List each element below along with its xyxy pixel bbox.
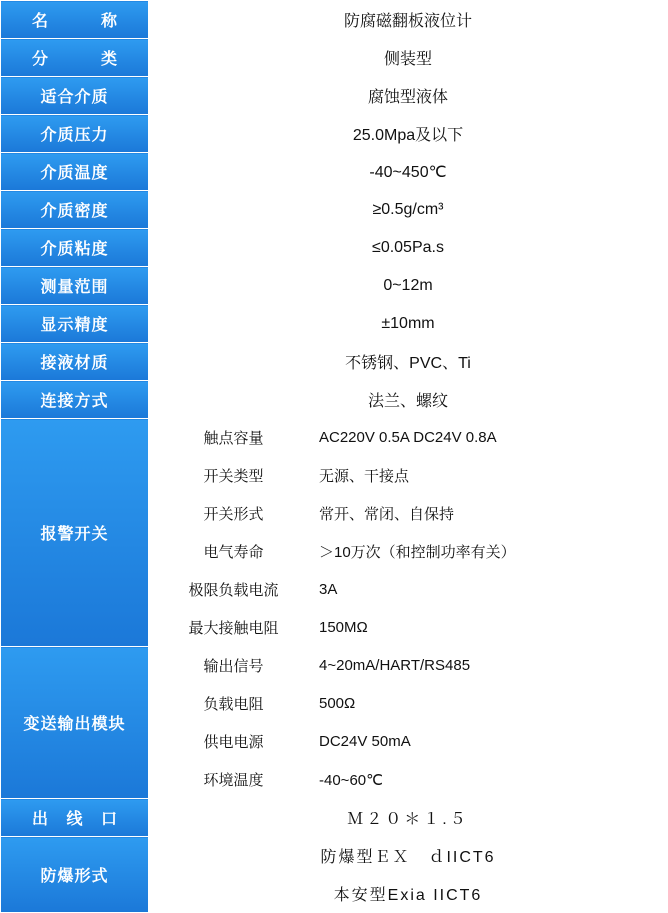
row-value-explosion-proof-2: 本安型Exia IICT6 (149, 875, 668, 913)
sub-value-electrical-life: ＞10万次（和控制功率有关） (319, 533, 668, 571)
group-label-explosion-proof: 防爆形式 (1, 837, 149, 913)
table-row (1, 343, 668, 381)
row-label-pressure: 介质压力 (1, 115, 149, 153)
row-value-wetted-material: 不锈钢、PVC、Ti (149, 343, 668, 381)
row-value-cable-outlet: Ｍ２０＊１.５ (149, 799, 668, 837)
sub-value-max-contact-resistance: 150MΩ (319, 609, 668, 647)
row-label-range: 测量范围 (1, 267, 149, 305)
row-value-accuracy: ±10mm (149, 305, 668, 343)
row-value-medium: 腐蚀型液体 (149, 77, 668, 115)
group-label-transmitter-module: 变送输出模块 (1, 647, 149, 799)
row-label-temperature: 介质温度 (1, 153, 149, 191)
row-value-connection: 法兰、螺纹 (149, 381, 668, 419)
sub-label-output-signal: 输出信号 (149, 647, 319, 685)
row-label-connection: 连接方式 (1, 381, 149, 419)
table-row (1, 647, 668, 685)
table-row (1, 305, 668, 343)
row-label-category: 分 类 (1, 39, 149, 77)
row-value-pressure: 25.0Mpa及以下 (149, 115, 668, 153)
sub-value-ambient-temperature: -40~60℃ (319, 761, 668, 799)
row-value-temperature: -40~450℃ (149, 153, 668, 191)
row-value-explosion-proof-1: 防爆型ＥＸ ｄIICT6 (149, 837, 668, 875)
row-value-viscosity: ≤0.05Pa.s (149, 229, 668, 267)
sub-label-contact-capacity: 触点容量 (149, 419, 319, 457)
table-row (1, 191, 668, 229)
row-value-name: 防腐磁翻板液位计 (149, 1, 668, 39)
row-label-viscosity: 介质粘度 (1, 229, 149, 267)
table-row (1, 381, 668, 419)
table-row (1, 229, 668, 267)
row-label-medium: 适合介质 (1, 77, 149, 115)
sub-label-electrical-life: 电气寿命 (149, 533, 319, 571)
sub-label-limit-load-current: 极限负载电流 (149, 571, 319, 609)
table-row (1, 39, 668, 77)
sub-label-max-contact-resistance: 最大接触电阻 (149, 609, 319, 647)
sub-value-limit-load-current: 3A (319, 571, 668, 609)
table-row (1, 77, 668, 115)
sub-value-power-supply: DC24V 50mA (319, 723, 668, 761)
row-label-wetted-material: 接液材质 (1, 343, 149, 381)
table-row (1, 115, 668, 153)
row-label-cable-outlet: 出 线 口 (1, 799, 149, 837)
table-row (1, 153, 668, 191)
row-value-density: ≥0.5g/cm³ (149, 191, 668, 229)
sub-label-switch-type: 开关类型 (149, 457, 319, 495)
row-value-category: 侧装型 (149, 39, 668, 77)
sub-label-ambient-temperature: 环境温度 (149, 761, 319, 799)
row-label-accuracy: 显示精度 (1, 305, 149, 343)
table-row (1, 837, 668, 875)
row-label-name: 名 称 (1, 1, 149, 39)
sub-value-switch-type: 无源、干接点 (319, 457, 668, 495)
sub-value-contact-capacity: AC220V 0.5A DC24V 0.8A (319, 419, 668, 457)
row-label-density: 介质密度 (1, 191, 149, 229)
table-row (1, 267, 668, 305)
table-row (1, 419, 668, 457)
group-label-alarm-switch: 报警开关 (1, 419, 149, 647)
sub-label-power-supply: 供电电源 (149, 723, 319, 761)
row-value-range: 0~12m (149, 267, 668, 305)
sub-value-switch-form: 常开、常闭、自保持 (319, 495, 668, 533)
sub-label-load-resistance: 负载电阻 (149, 685, 319, 723)
table-row (1, 799, 668, 837)
sub-label-switch-form: 开关形式 (149, 495, 319, 533)
table-row (1, 1, 668, 39)
sub-value-load-resistance: 500Ω (319, 685, 668, 723)
sub-value-output-signal: 4~20mA/HART/RS485 (319, 647, 668, 685)
